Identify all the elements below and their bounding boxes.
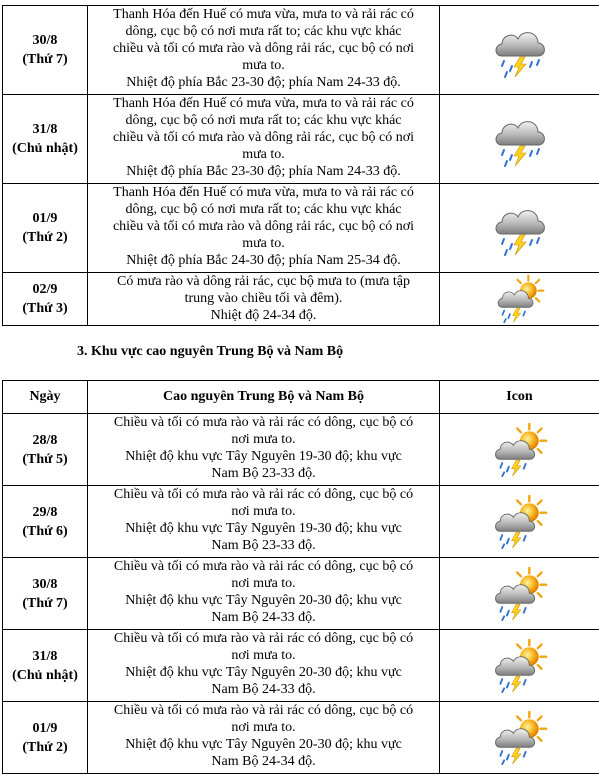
forecast-text xyxy=(88,414,440,486)
table-row xyxy=(3,558,599,630)
forecast-line: Chiều và tối có mưa rào và rải rác có dông, cục bộ có xyxy=(113,415,414,430)
forecast-line: chiều và tối có mưa rào và dông rải rác, cục bộ có nơi xyxy=(112,219,415,234)
forecast-line: nơi mưa to. xyxy=(231,720,296,735)
forecast-line: nơi mưa to. xyxy=(231,432,296,447)
forecast-text xyxy=(88,95,440,184)
forecast-line: Nam Bộ 24-34 độ. xyxy=(211,754,316,769)
forecast-line: trung vào chiều tối và đêm). xyxy=(184,291,343,306)
icon-cell xyxy=(440,95,599,184)
date: 29/8 xyxy=(32,504,58,520)
icon-cell xyxy=(440,184,599,273)
icon-cell xyxy=(440,630,599,702)
central-weather-table xyxy=(2,5,599,326)
icon-cell xyxy=(440,273,599,326)
forecast-line: Nhiệt độ khu vực Tây Nguyên 19-30 độ; khu vực xyxy=(125,449,402,464)
forecast-line: Thanh Hóa đến Huế có mưa vừa, mưa to và rải rác có xyxy=(113,96,414,111)
weekday: (Thứ 6) xyxy=(22,523,68,539)
forecast-line: dông, cục bộ có nơi mưa rất to; các khu vực khác xyxy=(125,24,402,39)
forecast-line: nơi mưa to. xyxy=(231,648,296,663)
forecast-text xyxy=(88,558,440,630)
date: 02/9 xyxy=(32,282,58,297)
date-cell xyxy=(3,184,88,273)
section-title: 3. Khu vực cao nguyên Trung Bộ và Nam Bộ xyxy=(77,344,344,359)
table-row xyxy=(3,486,599,558)
forecast-line: nơi mưa to. xyxy=(231,576,296,591)
forecast-line: Nhiệt độ phía Bắc 23-30 độ; phía Nam 24-33 độ. xyxy=(126,164,401,179)
header-icon: Icon xyxy=(440,381,599,414)
date-cell xyxy=(3,558,88,630)
forecast-line: Nam Bộ 24-33 độ. xyxy=(211,610,316,625)
forecast-line: Nam Bộ 23-33 độ. xyxy=(211,466,316,481)
forecast-text xyxy=(88,630,440,702)
header-date: Ngày xyxy=(3,381,88,414)
date: 31/8 xyxy=(32,648,58,664)
forecast-line: Nhiệt độ phía Bắc 24-30 độ; phía Nam 25-34 độ. xyxy=(126,253,401,268)
table-row xyxy=(3,95,599,184)
forecast-line: Nam Bộ 23-33 độ. xyxy=(211,538,316,553)
forecast-line: Nhiệt độ khu vực Tây Nguyên 20-30 độ; khu vực xyxy=(125,593,402,608)
forecast-line: Nam Bộ 24-33 độ. xyxy=(211,682,316,697)
forecast-line: Nhiệt độ khu vực Tây Nguyên 20-30 độ; khu vực xyxy=(125,665,402,680)
forecast-text xyxy=(88,6,440,95)
sun-rain-thunder-icon xyxy=(492,566,548,622)
date-cell xyxy=(3,630,88,702)
forecast-line: Thanh Hóa đến Huế có mưa vừa, mưa to và rải rác có xyxy=(113,185,414,200)
forecast-line: dông, cục bộ có nơi mưa rất to; các khu vực khác xyxy=(125,113,402,128)
weekday: (Thứ 7) xyxy=(22,52,68,67)
table-row xyxy=(3,630,599,702)
weekday: (Thứ 5) xyxy=(22,451,68,467)
weekday: (Thứ 2) xyxy=(22,739,68,755)
forecast-line: Chiều và tối có mưa rào và rải rác có dông, cục bộ có xyxy=(113,487,414,502)
icon-cell xyxy=(440,558,599,630)
table-row xyxy=(3,184,599,273)
date: 31/8 xyxy=(32,122,58,137)
forecast-line: nơi mưa to. xyxy=(231,504,296,519)
header-row xyxy=(3,381,599,414)
weekday: (Thứ 7) xyxy=(22,595,68,611)
forecast-line: chiều và tối có mưa rào và dông rải rác, cục bộ có nơi xyxy=(112,41,415,56)
rain-thunder-cloud-icon xyxy=(490,20,550,80)
table-row xyxy=(3,6,599,95)
date-cell xyxy=(3,273,88,326)
date: 28/8 xyxy=(32,432,58,448)
date-cell xyxy=(3,6,88,95)
forecast-text xyxy=(88,184,440,273)
forecast-text xyxy=(88,486,440,558)
sun-rain-thunder-icon xyxy=(492,710,548,766)
forecast-line: Nhiệt độ khu vực Tây Nguyên 20-30 độ; khu vực xyxy=(125,737,402,752)
forecast-line: mưa to. xyxy=(242,58,285,73)
forecast-line: Có mưa rào và dông rải rác, cục bộ mưa to (mưa tập xyxy=(117,274,410,289)
forecast-line: Chiều và tối có mưa rào và rải rác có dông, cục bộ có xyxy=(113,559,414,574)
forecast-line: Chiều và tối có mưa rào và rải rác có dông, cục bộ có xyxy=(113,631,414,646)
sun-rain-thunder-icon xyxy=(492,638,548,694)
sun-rain-thunder-icon xyxy=(492,494,548,550)
date-cell xyxy=(3,414,88,486)
forecast-text xyxy=(88,702,440,774)
rain-thunder-cloud-icon xyxy=(490,198,550,258)
date-cell xyxy=(3,486,88,558)
icon-cell xyxy=(440,6,599,95)
weekday: (Chủ nhật) xyxy=(12,141,78,156)
date: 30/8 xyxy=(32,576,58,592)
weekday: (Thứ 2) xyxy=(22,230,68,245)
table-row xyxy=(3,273,599,326)
date: 01/9 xyxy=(32,211,58,226)
weekday: (Chủ nhật) xyxy=(12,667,78,683)
table-row xyxy=(3,702,599,774)
sun-rain-thunder-icon xyxy=(492,422,548,478)
forecast-line: Chiều và tối có mưa rào và rải rác có dông, cục bộ có xyxy=(113,703,414,718)
forecast-line: Thanh Hóa đến Huế có mưa vừa, mưa to và rải rác có xyxy=(113,7,414,22)
weekday: (Thứ 3) xyxy=(22,301,68,316)
date-cell xyxy=(3,95,88,184)
date-cell xyxy=(3,702,88,774)
forecast-line: Nhiệt độ khu vực Tây Nguyên 19-30 độ; khu vực xyxy=(125,521,402,536)
icon-cell xyxy=(440,702,599,774)
date: 30/8 xyxy=(32,33,58,48)
rain-thunder-cloud-icon xyxy=(490,109,550,169)
forecast-line: Nhiệt độ 24-34 độ. xyxy=(210,308,317,323)
date: 01/9 xyxy=(32,720,58,736)
forecast-line: mưa to. xyxy=(242,147,285,162)
forecast-line: dông, cục bộ có nơi mưa rất to; các khu vực khác xyxy=(125,202,402,217)
highlands-south-weather-table xyxy=(2,380,599,774)
forecast-line: chiều và tối có mưa rào và dông rải rác, cục bộ có nơi xyxy=(112,130,415,145)
table-row xyxy=(3,414,599,486)
forecast-line: Nhiệt độ phía Bắc 23-30 độ; phía Nam 24-33 độ. xyxy=(126,75,401,90)
icon-cell xyxy=(440,486,599,558)
forecast-line: mưa to. xyxy=(242,236,285,251)
sun-rain-thunder-icon xyxy=(495,274,545,324)
icon-cell xyxy=(440,414,599,486)
header-region: Cao nguyên Trung Bộ và Nam Bộ xyxy=(88,381,440,414)
forecast-text xyxy=(88,273,440,326)
